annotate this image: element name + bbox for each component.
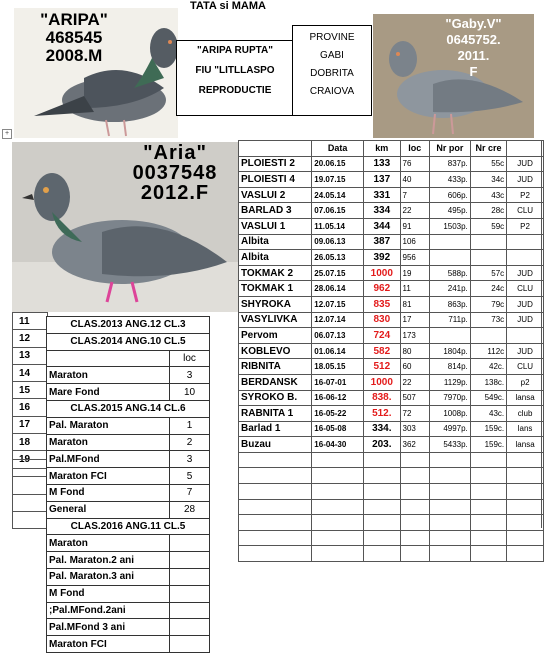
empty-grid-right <box>12 459 48 529</box>
race-km: 133 <box>364 156 400 172</box>
origin-line-1: PROVINE <box>309 32 355 43</box>
race-date: 12.07.14 <box>312 312 364 328</box>
race-loc: 80 <box>400 343 430 359</box>
clas-header-row <box>47 400 210 417</box>
table-row-empty <box>239 515 544 531</box>
clas-item-row <box>47 501 210 518</box>
row-number-cell: 14 <box>13 364 48 381</box>
race-km: 344 <box>364 218 400 234</box>
race-loc: 7 <box>400 187 430 203</box>
race-nr-por <box>430 328 471 344</box>
race-km: 392 <box>364 250 400 266</box>
table-row <box>239 328 544 344</box>
row-number-cell: 13 <box>13 347 48 364</box>
race-nr-cre: 24c <box>470 281 506 297</box>
classification-table <box>46 316 210 653</box>
race-nr-cre: 42c. <box>470 359 506 375</box>
race-date: 12.07.15 <box>312 296 364 312</box>
info-line-3: REPRODUCTIE <box>198 85 272 96</box>
race-loc: 303 <box>400 421 430 437</box>
race-loc: 91 <box>400 218 430 234</box>
race-class: lans <box>507 421 544 437</box>
race-loc: 507 <box>400 390 430 406</box>
table-row <box>239 250 544 266</box>
race-name: RIBNITA <box>239 359 312 375</box>
table-row <box>239 156 544 172</box>
race-km: 835 <box>364 296 400 312</box>
race-loc: 60 <box>400 359 430 375</box>
race-nr-por: 7970p. <box>430 390 471 406</box>
row-number-cell: 15 <box>13 382 48 399</box>
origin-box <box>292 25 372 116</box>
race-class: P2 <box>507 218 544 234</box>
race-date: 25.07.15 <box>312 265 364 281</box>
race-name: VASLUI 2 <box>239 187 312 203</box>
table-row <box>239 421 544 437</box>
clas-item-label: M Fond <box>47 484 170 501</box>
empty-grid-left <box>12 459 48 529</box>
clas-item-value <box>170 602 210 619</box>
clas-item-row <box>47 568 210 585</box>
race-nr-por: 495p. <box>430 203 471 219</box>
origin-line-2: GABI <box>320 50 344 61</box>
clas-item-row <box>47 535 210 552</box>
table-row <box>239 406 544 422</box>
race-name: Albita <box>239 234 312 250</box>
race-nr-por: 837p. <box>430 156 471 172</box>
clas-item-value <box>170 619 210 636</box>
clas-item-value: 28 <box>170 501 210 518</box>
race-name: SYROKO B. <box>239 390 312 406</box>
clas-item-row <box>47 434 210 451</box>
race-loc: 173 <box>400 328 430 344</box>
main-bird-ring: 0037548 <box>132 162 218 184</box>
table-row-empty <box>239 530 544 546</box>
race-loc: 40 <box>400 172 430 188</box>
row-number <box>13 416 48 433</box>
race-date: 16-07-01 <box>312 374 364 390</box>
race-km: 334 <box>364 203 400 219</box>
table-row <box>239 437 544 453</box>
results-area <box>238 140 544 562</box>
clas-item-row <box>47 552 210 569</box>
row-number <box>13 364 48 381</box>
race-km: 512. <box>364 406 400 422</box>
race-name: TOKMAK 2 <box>239 265 312 281</box>
race-class: JUD <box>507 343 544 359</box>
mother-name: "Gaby.V" <box>445 16 502 31</box>
race-name: BARLAD 3 <box>239 203 312 219</box>
table-row <box>239 234 544 250</box>
race-km: 962 <box>364 281 400 297</box>
race-loc: 11 <box>400 281 430 297</box>
table-row <box>239 281 544 297</box>
table-row <box>239 343 544 359</box>
race-km: 582 <box>364 343 400 359</box>
race-date: 06.07.13 <box>312 328 364 344</box>
clas-item-label: Pal. Maraton.3 ani <box>47 568 170 585</box>
race-class: CLU <box>507 359 544 375</box>
race-nr-por: 433p. <box>430 172 471 188</box>
race-name: TOKMAK 1 <box>239 281 312 297</box>
race-nr-por: 1008p. <box>430 406 471 422</box>
table-row <box>239 296 544 312</box>
race-loc: 72 <box>400 406 430 422</box>
table-row-empty <box>239 546 544 562</box>
race-nr-por <box>430 234 471 250</box>
results-header-cell: Data <box>312 141 364 157</box>
row-number-table <box>12 312 48 469</box>
results-header-cell <box>239 141 312 157</box>
race-date: 01.06.14 <box>312 343 364 359</box>
race-nr-por: 5433p. <box>430 437 471 453</box>
race-nr-cre: 34c <box>470 172 506 188</box>
clas-item-label: General <box>47 501 170 518</box>
race-nr-cre: 138c. <box>470 374 506 390</box>
table-row <box>239 203 544 219</box>
clas-item-label: M Fond <box>47 585 170 602</box>
race-class <box>507 234 544 250</box>
results-header-cell: Nr por <box>430 141 471 157</box>
race-km: 137 <box>364 172 400 188</box>
race-loc: 22 <box>400 374 430 390</box>
father-ring: 468545 <box>45 28 103 47</box>
clas-item-value: 2 <box>170 434 210 451</box>
clas-item-value: 3 <box>170 451 210 468</box>
clas-item-row <box>47 384 210 401</box>
race-class: lansa <box>507 437 544 453</box>
clas-item-row <box>47 585 210 602</box>
race-class: JUD <box>507 265 544 281</box>
clas-item-label: Mare Fond <box>47 384 170 401</box>
clas-item-row <box>47 636 210 653</box>
clas-item-value <box>170 568 210 585</box>
race-class: CLU <box>507 281 544 297</box>
table-row <box>239 187 544 203</box>
main-bird-name: "Aria" <box>143 142 207 164</box>
race-nr-por: 814p. <box>430 359 471 375</box>
clas-item-label: Pal. Maraton.2 ani <box>47 552 170 569</box>
race-name: Barlad 1 <box>239 421 312 437</box>
clas-header-row <box>47 317 210 334</box>
results-header-cell: Nr cre <box>470 141 506 157</box>
grid-right-edge <box>541 140 542 528</box>
clas-item-row <box>47 350 210 367</box>
row-number-cell: 11 <box>13 313 48 330</box>
table-row-empty <box>239 468 544 484</box>
results-header-row <box>239 141 544 157</box>
race-nr-por: 1129p. <box>430 374 471 390</box>
table-row-empty <box>239 484 544 500</box>
race-nr-cre: 73c <box>470 312 506 328</box>
clas-item-row <box>47 602 210 619</box>
race-nr-por: 711p. <box>430 312 471 328</box>
table-row <box>239 172 544 188</box>
main-bird-photo <box>12 142 238 312</box>
row-number-cell: 18 <box>13 434 48 451</box>
race-name: RABNITA 1 <box>239 406 312 422</box>
clas-item-label: Maraton <box>47 367 170 384</box>
clas-area <box>46 316 210 653</box>
mother-photo <box>373 14 534 138</box>
page-title: TATA si MAMA <box>190 0 266 12</box>
race-nr-cre: 43c <box>470 187 506 203</box>
race-date: 19.07.15 <box>312 172 364 188</box>
race-name: PLOIESTI 4 <box>239 172 312 188</box>
father-name: "ARIPA" <box>40 10 108 29</box>
mother-sex: F <box>469 64 478 79</box>
race-nr-cre: 549c. <box>470 390 506 406</box>
main-bird-year: 2012.F <box>140 182 210 204</box>
clas-item-value <box>170 535 210 552</box>
race-nr-cre <box>470 328 506 344</box>
race-date: 20.06.15 <box>312 156 364 172</box>
race-nr-cre: 28c <box>470 203 506 219</box>
race-nr-cre: 57c <box>470 265 506 281</box>
race-name: KOBLEVO <box>239 343 312 359</box>
race-nr-por <box>430 250 471 266</box>
clas-item-row <box>47 451 210 468</box>
clas-item-value: 5 <box>170 468 210 485</box>
race-km: 1000 <box>364 374 400 390</box>
info-line-1: "ARIPA RUPTA" <box>197 45 273 56</box>
race-class: JUD <box>507 312 544 328</box>
race-loc: 362 <box>400 437 430 453</box>
race-class: p2 <box>507 374 544 390</box>
race-class: JUD <box>507 172 544 188</box>
race-class: JUD <box>507 296 544 312</box>
race-nr-por: 1503p. <box>430 218 471 234</box>
race-nr-cre: 43c. <box>470 406 506 422</box>
row-number <box>13 434 48 451</box>
table-row <box>239 374 544 390</box>
table-row-empty <box>239 499 544 515</box>
table-row <box>239 390 544 406</box>
row-number-cell: 17 <box>13 416 48 433</box>
info-box <box>176 40 294 116</box>
clas-header-row <box>47 333 210 350</box>
race-nr-cre <box>470 234 506 250</box>
race-class <box>507 328 544 344</box>
table-row <box>239 359 544 375</box>
race-name: BERDANSK <box>239 374 312 390</box>
results-header-cell <box>507 141 544 157</box>
row-number <box>13 330 48 347</box>
clas-item-label: Maraton <box>47 535 170 552</box>
clas-header: CLAS.2015 ANG.14 CL.6 <box>47 400 210 417</box>
info-line-2: FIU "LITLLASPO <box>195 65 275 76</box>
clas-item-row <box>47 417 210 434</box>
mother-ring: 0645752. <box>446 32 501 47</box>
race-nr-por: 606p. <box>430 187 471 203</box>
race-date: 16-05-22 <box>312 406 364 422</box>
row-number-grid <box>12 312 48 469</box>
results-table <box>238 140 544 562</box>
table-row <box>239 218 544 234</box>
race-date: 16-05-08 <box>312 421 364 437</box>
race-km: 331 <box>364 187 400 203</box>
race-class: JUD <box>507 156 544 172</box>
clas-item-value: 3 <box>170 367 210 384</box>
race-name: Buzau <box>239 437 312 453</box>
clas-item-label: Maraton FCI <box>47 636 170 653</box>
results-header-cell: km <box>364 141 400 157</box>
race-loc: 17 <box>400 312 430 328</box>
race-date: 09.06.13 <box>312 234 364 250</box>
race-class: club <box>507 406 544 422</box>
race-class: CLU <box>507 203 544 219</box>
race-date: 24.05.14 <box>312 187 364 203</box>
race-date: 26.05.13 <box>312 250 364 266</box>
race-km: 724 <box>364 328 400 344</box>
clas-item-label: Pal.MFond 3 ani <box>47 619 170 636</box>
father-year: 2008.M <box>45 46 103 65</box>
race-loc: 956 <box>400 250 430 266</box>
race-km: 512 <box>364 359 400 375</box>
clas-header: CLAS.2013 ANG.12 CL.3 <box>47 317 210 334</box>
origin-line-3: DOBRITA <box>310 68 354 79</box>
clas-item-value <box>170 636 210 653</box>
race-class <box>507 250 544 266</box>
race-loc: 76 <box>400 156 430 172</box>
race-km: 203. <box>364 437 400 453</box>
race-nr-cre: 159c. <box>470 421 506 437</box>
race-km: 830 <box>364 312 400 328</box>
race-nr-por: 1804p. <box>430 343 471 359</box>
results-header-cell: loc <box>400 141 430 157</box>
race-date: 07.06.15 <box>312 203 364 219</box>
clas-header: CLAS.2016 ANG.11 CL.5 <box>47 518 210 535</box>
clas-item-value: 1 <box>170 417 210 434</box>
clas-item-label: Pal. Maraton <box>47 417 170 434</box>
race-km: 838. <box>364 390 400 406</box>
row-number <box>13 382 48 399</box>
clas-item-label: Pal.MFond <box>47 451 170 468</box>
clas-header: CLAS.2014 ANG.10 CL.5 <box>47 333 210 350</box>
race-nr-cre: 79c <box>470 296 506 312</box>
clas-item-label: ;Pal.MFond.2ani <box>47 602 170 619</box>
race-loc: 22 <box>400 203 430 219</box>
mother-year: 2011. <box>457 48 490 63</box>
row-number-cell: 16 <box>13 399 48 416</box>
table-row-empty <box>239 452 544 468</box>
origin-line-4: CRAIOVA <box>309 86 355 97</box>
clas-item-row <box>47 468 210 485</box>
race-nr-por: 863p. <box>430 296 471 312</box>
race-date: 11.05.14 <box>312 218 364 234</box>
table-row <box>239 265 544 281</box>
father-photo <box>14 8 178 138</box>
race-class: lansa <box>507 390 544 406</box>
row-number <box>13 347 48 364</box>
clas-item-row <box>47 367 210 384</box>
race-nr-cre <box>470 250 506 266</box>
race-nr-por: 4997p. <box>430 421 471 437</box>
clas-header-row <box>47 518 210 535</box>
race-name: Albita <box>239 250 312 266</box>
race-class: P2 <box>507 187 544 203</box>
row-number-cell: 12 <box>13 330 48 347</box>
table-row <box>239 312 544 328</box>
row-number <box>13 399 48 416</box>
clas-item-label: Maraton FCI <box>47 468 170 485</box>
row-number-cell: 19 <box>13 451 48 468</box>
race-date: 18.05.15 <box>312 359 364 375</box>
clas-item-value <box>170 585 210 602</box>
row-number <box>13 313 48 330</box>
race-name: VASLUI 1 <box>239 218 312 234</box>
race-date: 16-06-12 <box>312 390 364 406</box>
race-km: 334. <box>364 421 400 437</box>
race-km: 1000 <box>364 265 400 281</box>
race-name: PLOIESTI 2 <box>239 156 312 172</box>
table-move-handle[interactable]: + <box>2 129 12 139</box>
race-nr-por: 588p. <box>430 265 471 281</box>
race-date: 28.06.14 <box>312 281 364 297</box>
race-nr-cre: 112c <box>470 343 506 359</box>
clas-item-label <box>47 350 170 367</box>
clas-item-value: 10 <box>170 384 210 401</box>
clas-item-value: loc <box>170 350 210 367</box>
race-name: VASYLIVKA <box>239 312 312 328</box>
race-loc: 106 <box>400 234 430 250</box>
race-nr-por: 241p. <box>430 281 471 297</box>
clas-item-row <box>47 484 210 501</box>
clas-item-value: 7 <box>170 484 210 501</box>
race-km: 387 <box>364 234 400 250</box>
race-nr-cre: 55c <box>470 156 506 172</box>
race-name: Pervom <box>239 328 312 344</box>
race-nr-cre: 159c. <box>470 437 506 453</box>
clas-item-row <box>47 619 210 636</box>
race-loc: 19 <box>400 265 430 281</box>
race-date: 16-04-30 <box>312 437 364 453</box>
race-loc: 81 <box>400 296 430 312</box>
clas-item-label: Maraton <box>47 434 170 451</box>
clas-item-value <box>170 552 210 569</box>
race-nr-cre: 59c <box>470 218 506 234</box>
race-name: SHYROKA <box>239 296 312 312</box>
